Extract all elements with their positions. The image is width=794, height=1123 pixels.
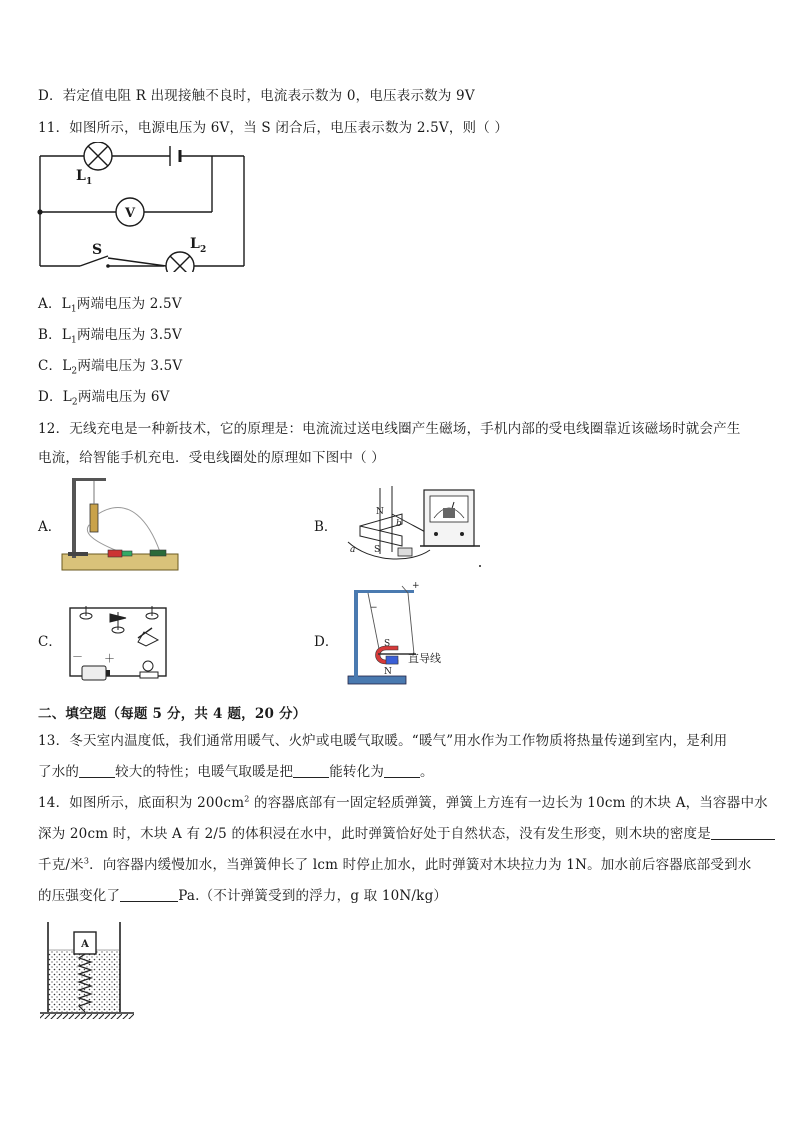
q13-blank-3 [384,763,420,778]
q12-option-b-label: B． [314,519,338,535]
voltmeter-label: V [124,206,136,221]
q11-circuit-diagram [36,142,248,272]
q10-option-d: D．若定值电阻 R 出现接触不良时，电流表示数为 0，电压表示数为 9V [38,88,475,104]
lamp-l1-sub: 1 [86,177,93,187]
q11-option-c: C．$L_2$两端电压为 3.5V [38,358,183,377]
switch-label: S [92,242,103,258]
q12-option-d-label: D． [314,634,339,650]
block-a-label: A [81,939,89,950]
q14-line3: 千克/米$^3$．向容器内缓慢加水，当弹簧伸长了 lcm 时停止加水，此时弹簧对木块拉力为 1N。加水前后容器底部受到水 [38,856,752,873]
svg-text:N: N [384,667,392,677]
q14-line1: 14．如图所示，底面积为 $200cm^2$ 的容器底部有一固定轻质弹簧，弹簧上方连有一边长为 10cm 的木块 A，当容器中水 [38,794,768,811]
q11-stem: 11．如图所示，电源电压为 6V，当 S 闭合后，电压表示数为 2.5V，则（ ） [38,120,509,136]
section-2-title: 二、填空题（每题 5 分，共 4 题，20 分） [38,706,307,722]
svg-text:S: S [374,545,381,555]
svg-text:a: a [350,545,356,555]
q11-option-a: A．$L_1$两端电压为 2.5V [38,296,182,315]
q12-fig-b-induction-galvanometer [340,484,485,570]
q12-stem-line1: 12．无线充电是一种新技术，它的原理是：电流流过送电线圈产生磁场，手机内部的受电线圈靠近该磁场时就会产生 [38,421,741,437]
q12-stem-line2: 电流，给智能手机充电．受电线圈处的原理如下图中（ ） [38,450,385,466]
svg-text:+: + [412,581,420,591]
svg-text:S: S [384,639,391,649]
lamp-l2-icon [166,252,194,272]
q14-blank-2 [120,887,178,902]
q14-blank-1 [711,825,775,840]
lamp-l1-icon [84,142,112,170]
lamp-l2-sub: 2 [200,245,207,255]
q14-fig-container-spring [38,918,138,1022]
voltmeter-icon [116,198,144,226]
q12-fig-c-motor-circuit [66,604,170,688]
svg-text:＋: ＋ [104,652,115,665]
lamp-l2-label: L [190,236,200,252]
q14-line4: 的压强变化了 Pa.（不计弹簧受到的浮力，g 取 10N/kg） [38,888,448,904]
battery-icon [170,146,180,166]
q12-fig-a-electromagnet-stand [60,474,180,574]
svg-text:直导线: 直导线 [408,652,441,665]
q12-option-a-label: A． [38,519,62,535]
q11-option-b: B．$L_1$两端电压为 3.5V [38,327,182,346]
q11-option-d: D．$L_2$两端电压为 6V [38,389,170,408]
svg-text:N: N [376,507,384,517]
q14-line2: 深为 20cm 时，木块 A 有 2/5 的体积浸在水中，此时弹簧恰好处于自然状态，没有发生形变，则木块的密度是 [38,822,775,842]
svg-text:－: － [72,650,83,663]
q13-blank-1 [79,763,115,778]
q13-line2: 了水的 较大的特性；电暖气取暖是把 能转化为 。 [38,764,434,780]
q12-fig-d-wire-magnet [342,580,462,690]
lamp-l1-label: L [76,168,86,184]
svg-text:−: − [370,603,378,613]
svg-text:b: b [396,519,402,529]
q13-line1: 13．冬天室内温度低，我们通常用暖气、火炉或电暖气取暖。“暖气”用水作为工作物质将热量传递到室内，是利用 [38,733,728,749]
q12-option-c-label: C． [38,634,62,650]
q13-blank-2 [293,763,329,778]
